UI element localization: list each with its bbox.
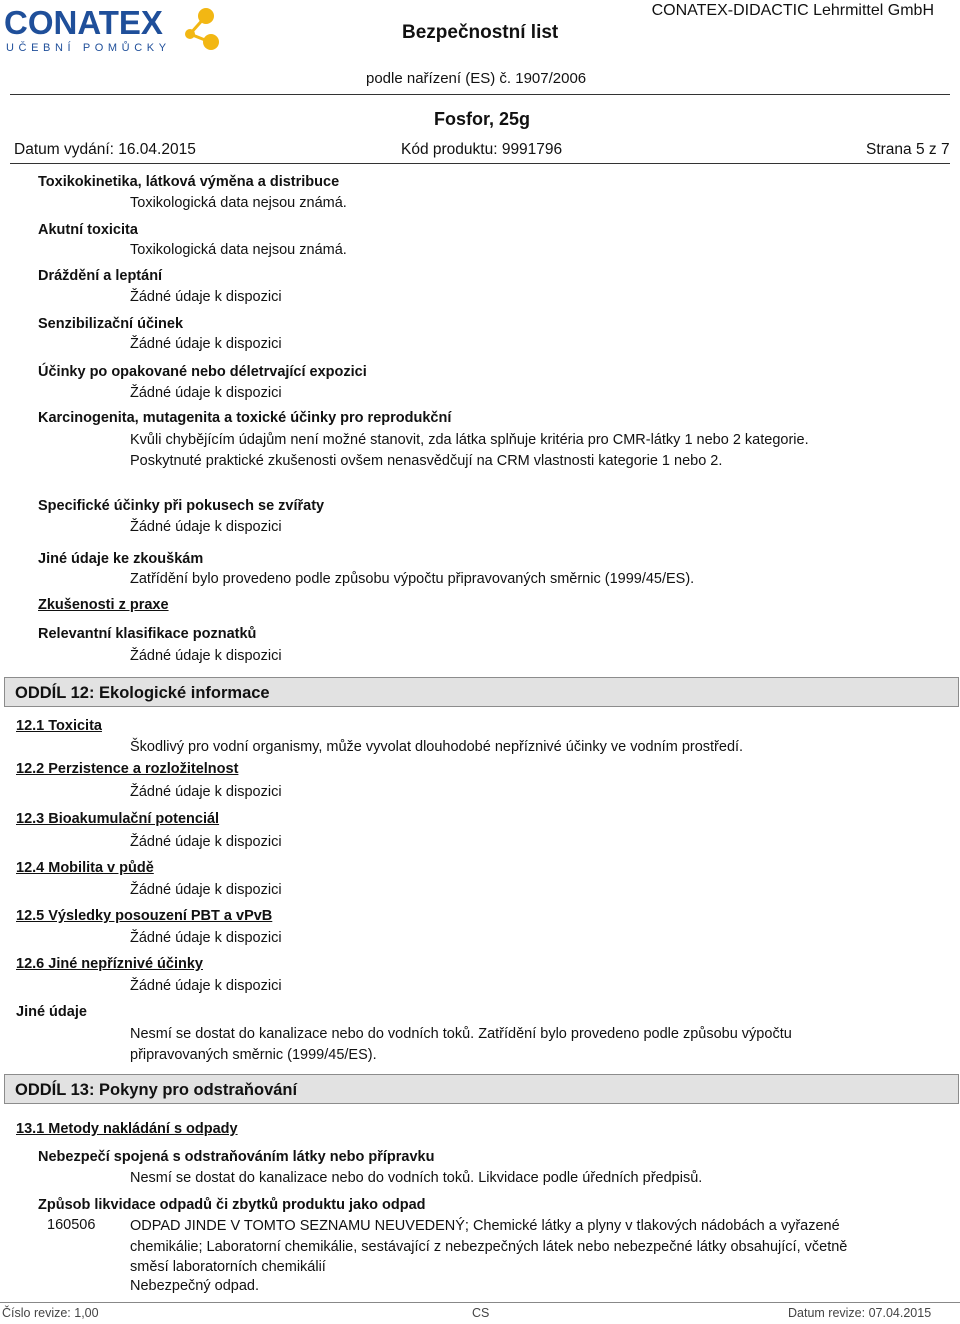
waste-methods-heading: 13.1 Metody nakládání s odpady [16,1121,238,1137]
waste-description: ODPAD JINDE V TOMTO SEZNAMU NEUVEDENÝ; Chemické látky a plyny v tlakových nádobách a vyřazené chemikálie; Laboratorní chemikálie, sestávající z nebezpečných látek nebo nebezpečné látky obsahující, včetně směsí laboratorních chemikálií [130,1218,848,1275]
language-code: CS [472,1306,490,1320]
irritation-heading: Dráždění a leptání [38,268,163,284]
logo-tagline: UČEBNÍ POMŮCKY [6,42,171,54]
toxicity-12-1-heading: 12.1 Toxicita [16,718,102,734]
toxicity-12-1-text: Škodlivý pro vodní organismy, může vyvolat dlouhodobé nepříznivé účinky ve vodním prostředí. [130,739,744,755]
meta-divider [10,163,950,164]
regulation-reference: podle nařízení (ES) č. 1907/2006 [366,70,587,87]
pbt-text: Žádné údaje k dispozici [130,930,282,946]
section-12-header [4,677,959,707]
waste-note: Nebezpečný odpad. [130,1278,259,1294]
section-13-header [4,1074,959,1104]
disposal-hazard-text: Nesmí se dostat do kanalizace nebo do vodních toků. Likvidace podle úředních předpisů. [130,1170,703,1186]
molecule-icon [185,8,219,50]
acute-toxicity-heading: Akutní toxicita [38,222,138,238]
practical-experience-heading: Zkušenosti z praxe [38,597,169,613]
header-divider [10,94,950,95]
other-tests-heading: Jiné údaje ke zkouškám [38,551,204,567]
irritation-text: Žádné údaje k dispozici [130,289,282,305]
mobility-text: Žádné údaje k dispozici [130,882,282,898]
footer-divider [0,1302,960,1303]
revision-date: Datum revize: 07.04.2015 [788,1306,932,1320]
bioaccumulation-text: Žádné údaje k dispozici [130,834,282,850]
relevant-classification-text: Žádné údaje k dispozici [130,648,282,664]
animal-tests-heading: Specifické účinky při pokusech se zvířaty [38,498,325,514]
toxicokinetics-text: Toxikologická data nejsou známá. [130,195,347,211]
pbt-heading: 12.5 Výsledky posouzení PBT a vPvB [16,908,273,924]
page-number: Strana 5 z 7 [866,141,950,158]
toxicokinetics-heading: Toxikokinetika, látková výměna a distribuce [38,174,340,190]
product-code: Kód produktu: 9991796 [401,141,563,158]
sensitization-heading: Senzibilizační účinek [38,316,184,332]
section-13-title: ODDÍL 13: Pokyny pro odstraňování [15,1081,298,1099]
sensitization-text: Žádné údaje k dispozici [130,336,282,352]
disposal-method-heading: Způsob likvidace odpadů či zbytků produktu jako odpad [38,1197,426,1213]
revision-number: Číslo revize: 1,00 [2,1306,99,1320]
issue-date: Datum vydání: 16.04.2015 [14,141,196,158]
other-tests-text: Zatřídění bylo provedeno podle způsobu výpočtu připravovaných směrnic (1999/45/ES). [130,571,695,587]
document-title: Bezpečnostní list [402,22,559,43]
relevant-classification-heading: Relevantní klasifikace poznatků [38,626,257,642]
section-12-title: ODDÍL 12: Ekologické informace [15,684,270,702]
company-name: CONATEX-DIDACTIC Lehrmittel GmbH [651,2,934,19]
waste-code: 160506 [47,1217,96,1233]
persistence-text: Žádné údaje k dispozici [130,784,282,800]
acute-toxicity-text: Toxikologická data nejsou známá. [130,242,347,258]
product-name: Fosfor, 25g [434,109,531,129]
repeated-exposure-text: Žádné údaje k dispozici [130,385,282,401]
company-logo [4,4,226,58]
cmr-text: Kvůli chybějícím údajům není možné stanovit, zda látka splňuje kritéria pro CMR-látky 1 nebo 2 kategorie. Poskytnuté praktické zkušenosti ovšem nenasvědčují na CRM vlastnosti kategorie 1 nebo 2. [130,432,809,469]
mobility-heading: 12.4 Mobilita v půdě [16,860,154,876]
other-info-text: Nesmí se dostat do kanalizace nebo do vodních toků. Zatřídění bylo provedeno podle způsobu výpočtu připravovaných směrnic (1999/45/ES). [130,1026,792,1063]
disposal-hazard-heading: Nebezpečí spojená s odstraňováním látky nebo přípravku [38,1149,435,1165]
repeated-exposure-heading: Účinky po opakované nebo déletrvající expozici [38,364,367,380]
other-info-heading: Jiné údaje [16,1004,87,1020]
conatex-logo-graphic [4,4,226,58]
bioaccumulation-heading: 12.3 Bioakumulační potenciál [16,811,220,827]
persistence-heading: 12.2 Perzistence a rozložitelnost [16,761,239,777]
animal-tests-text: Žádné údaje k dispozici [130,519,282,535]
adverse-effects-heading: 12.6 Jiné nepříznivé účinky [16,956,203,972]
adverse-effects-text: Žádné údaje k dispozici [130,978,282,994]
logo-wordmark: CONATEX [4,4,163,41]
cmr-heading: Karcinogenita, mutagenita a toxické účinky pro reprodukční [38,410,452,426]
